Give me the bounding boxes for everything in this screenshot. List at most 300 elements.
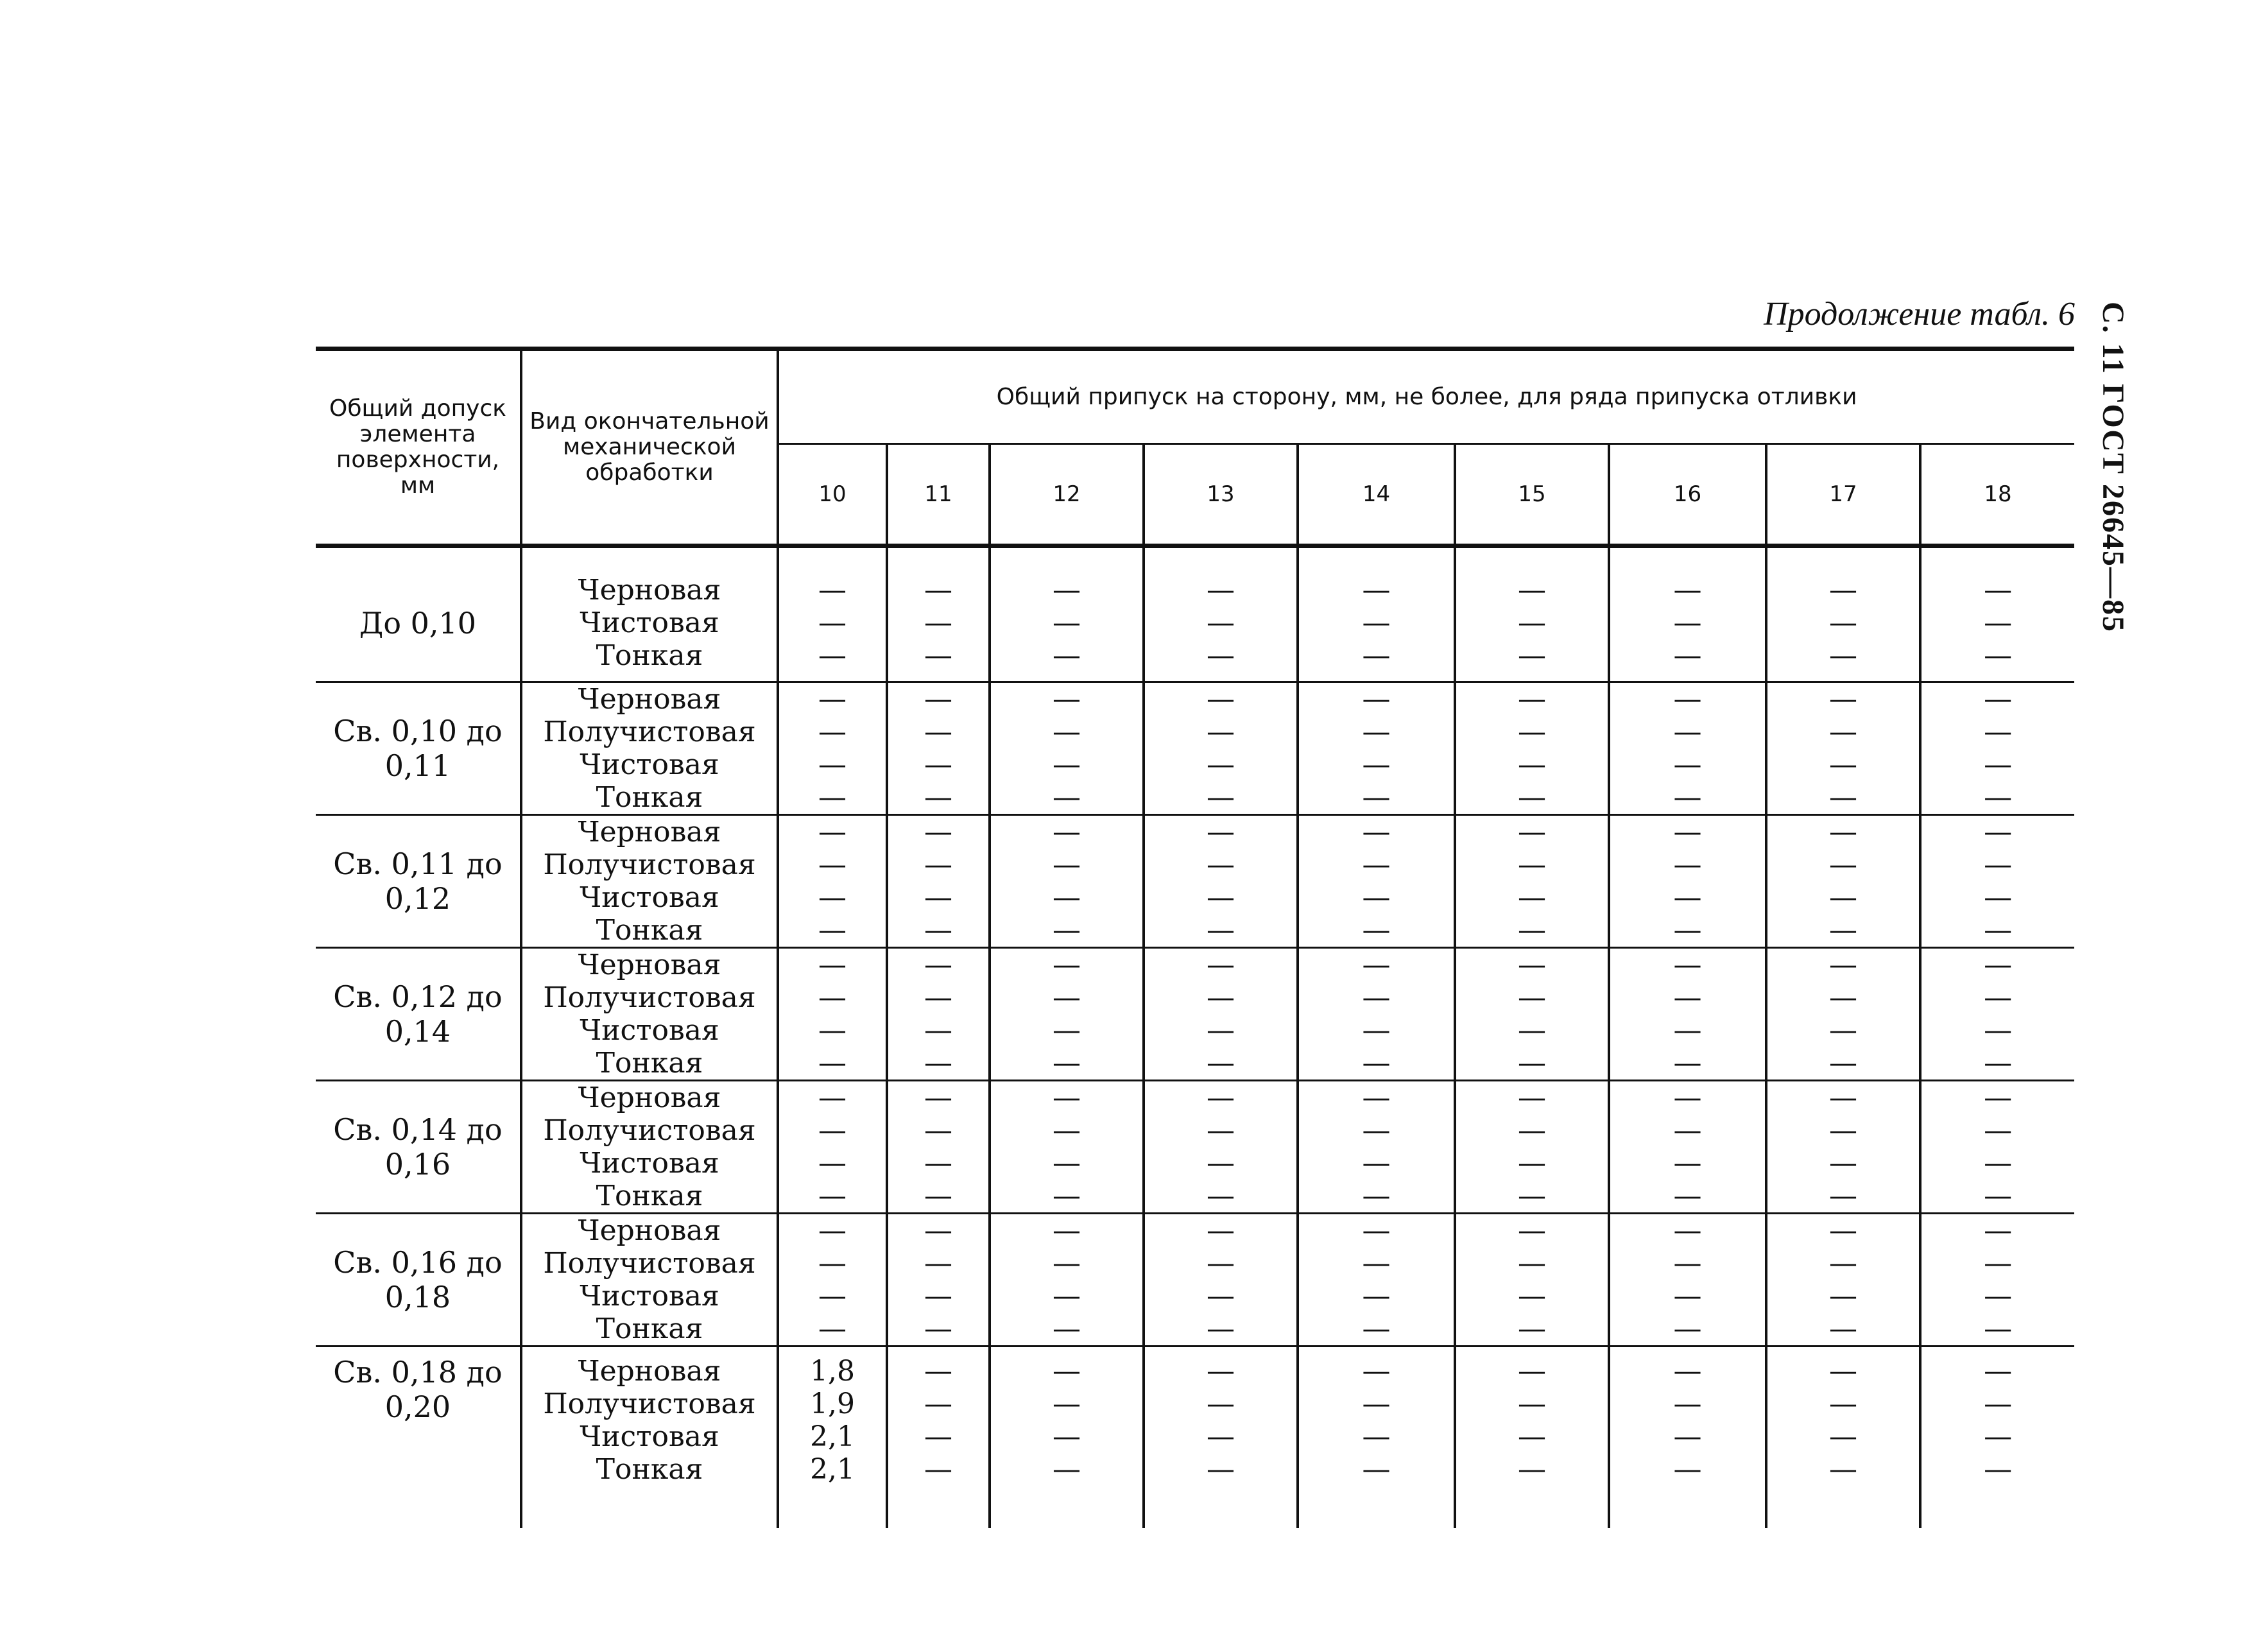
machining-type-cell [521, 815, 778, 948]
allowance-value: — [1053, 881, 1081, 914]
allowance-value: — [1053, 1247, 1081, 1280]
table-row [316, 1214, 2074, 1347]
allowance-value: — [1053, 574, 1081, 607]
allowance-cell [887, 1347, 990, 1529]
column-header-row-16: 16 [1609, 444, 1766, 546]
allowance-value: — [1673, 1280, 1702, 1312]
allowance-value: — [924, 1214, 952, 1247]
allowance-value: — [1053, 949, 1081, 981]
machining-type-label: Чистовая [580, 1280, 719, 1312]
allowance-value: — [924, 1280, 952, 1312]
allowance-value: — [1673, 848, 1702, 881]
allowance-value: — [1984, 1180, 2013, 1212]
allowance-value: — [1984, 683, 2013, 716]
allowance-value: — [1053, 1453, 1081, 1486]
allowance-value: — [924, 914, 952, 947]
machining-type-label: Чистовая [580, 1147, 719, 1180]
allowance-cell [778, 815, 887, 948]
allowance-value: — [1518, 716, 1546, 748]
machining-type-label: Тонкая [596, 1453, 703, 1486]
allowance-cell [1144, 546, 1298, 682]
allowance-value: — [818, 1114, 847, 1147]
allowance-value: — [1362, 1247, 1391, 1280]
allowance-value: — [1829, 949, 1857, 981]
allowance-value: — [1673, 683, 1702, 716]
allowance-value: — [1207, 981, 1235, 1014]
machining-type-cell [521, 1081, 778, 1214]
allowance-value: 1,8 [810, 1355, 855, 1388]
allowance-cell [1766, 1214, 1920, 1347]
allowance-cell [1298, 1081, 1455, 1214]
column-header-row-10: 10 [778, 444, 887, 546]
allowance-cell [1455, 1347, 1609, 1529]
allowance-value: — [1362, 1312, 1391, 1345]
allowance-value: — [1829, 1047, 1857, 1080]
allowance-value: — [1673, 1420, 1702, 1453]
allowance-value: — [818, 1014, 847, 1047]
allowance-value: — [1053, 683, 1081, 716]
allowance-value: — [1829, 848, 1857, 881]
allowance-value: — [818, 914, 847, 947]
allowance-cell [1766, 948, 1920, 1081]
allowance-value: — [1829, 716, 1857, 748]
allowance-value: — [1829, 1081, 1857, 1114]
allowance-value: — [1362, 781, 1391, 814]
allowance-value: — [1053, 1388, 1081, 1420]
allowance-value: — [1362, 574, 1391, 607]
allowance-value: — [1053, 816, 1081, 848]
allowance-value: — [1053, 1147, 1081, 1180]
allowance-value: — [1518, 1214, 1546, 1247]
allowance-value: — [1673, 1355, 1702, 1388]
machining-type-cell [521, 682, 778, 815]
allowance-value: — [924, 1247, 952, 1280]
allowance-value: — [1829, 1014, 1857, 1047]
allowance-value: 2,1 [810, 1453, 855, 1486]
allowance-value: — [1984, 816, 2013, 848]
allowance-value: — [1673, 748, 1702, 781]
allowance-value: — [1673, 1114, 1702, 1147]
allowance-cell [1298, 1214, 1455, 1347]
allowance-value: — [1207, 949, 1235, 981]
allowance-value: — [818, 816, 847, 848]
column-header-machining-type: Вид окончательной механической обработки [521, 349, 778, 546]
allowance-cell [1609, 1347, 1766, 1529]
allowance-value: — [1829, 748, 1857, 781]
allowance-value: — [818, 949, 847, 981]
allowance-cell [1766, 682, 1920, 815]
allowance-cell [1609, 1081, 1766, 1214]
allowance-value: — [924, 1014, 952, 1047]
allowance-value: — [1362, 716, 1391, 748]
allowance-cell [1609, 546, 1766, 682]
allowance-value: — [1207, 1453, 1235, 1486]
allowance-value: — [1829, 781, 1857, 814]
allowance-value: — [1362, 949, 1391, 981]
allowance-value: — [1207, 1312, 1235, 1345]
allowance-cell [778, 546, 887, 682]
allowance-value: — [1207, 1180, 1235, 1212]
allowance-value: — [1673, 1014, 1702, 1047]
allowance-cell [1455, 1081, 1609, 1214]
table-continuation-caption: Продолжение табл. 6 [1764, 296, 2075, 332]
allowance-value: — [1518, 816, 1546, 848]
allowance-value: — [1984, 1280, 2013, 1312]
allowance-cell [1920, 682, 2074, 815]
allowance-value: — [1362, 607, 1391, 639]
allowance-cell [778, 948, 887, 1081]
allowance-value: — [1207, 1047, 1235, 1080]
allowance-value: — [1829, 981, 1857, 1014]
allowance-value: — [1053, 1312, 1081, 1345]
allowance-cell [1455, 682, 1609, 815]
allowance-value: — [1518, 848, 1546, 881]
allowance-value: — [1362, 1355, 1391, 1388]
allowance-value: — [1053, 716, 1081, 748]
allowance-cell [887, 682, 990, 815]
machining-type-cell [521, 546, 778, 682]
allowance-value: — [1053, 1420, 1081, 1453]
allowance-value: — [924, 574, 952, 607]
allowance-cell [1920, 1214, 2074, 1347]
allowance-value: — [1362, 1388, 1391, 1420]
allowance-value: — [1518, 1047, 1546, 1080]
tolerance-cell: Св. 0,11 до 0,12 [316, 815, 521, 948]
allowance-cell [1766, 1081, 1920, 1214]
allowance-cell [1144, 682, 1298, 815]
allowance-value: — [1207, 1214, 1235, 1247]
machining-type-label: Черновая [578, 683, 721, 716]
allowance-value: — [1673, 1312, 1702, 1345]
allowance-value: — [1829, 1453, 1857, 1486]
allowance-cell [990, 682, 1144, 815]
allowance-value: — [818, 1047, 847, 1080]
allowance-value: — [924, 1047, 952, 1080]
allowance-value: — [1673, 1147, 1702, 1180]
allowance-value: — [818, 1180, 847, 1212]
allowance-value: — [1984, 781, 2013, 814]
machining-type-label: Черновая [578, 1214, 721, 1247]
allowance-value: — [1207, 1081, 1235, 1114]
allowance-value: — [1053, 781, 1081, 814]
allowance-value: — [1673, 1047, 1702, 1080]
allowance-value: — [1362, 1147, 1391, 1180]
machining-type-label: Тонкая [596, 1180, 703, 1212]
allowance-value: — [1984, 1214, 2013, 1247]
allowance-value: — [818, 848, 847, 881]
table-row [316, 1081, 2074, 1214]
allowance-value: — [1673, 574, 1702, 607]
allowance-value: — [1984, 1114, 2013, 1147]
allowance-value: — [1829, 1280, 1857, 1312]
allowance-value: — [818, 1214, 847, 1247]
allowance-cell [1144, 1081, 1298, 1214]
allowance-value: — [1829, 914, 1857, 947]
allowance-value: — [1673, 1453, 1702, 1486]
allowance-value: — [924, 607, 952, 639]
allowance-value: — [1362, 639, 1391, 672]
column-header-row-12: 12 [990, 444, 1144, 546]
allowance-value: — [924, 1312, 952, 1345]
allowance-value: — [1362, 1180, 1391, 1212]
allowance-cell [1298, 546, 1455, 682]
allowance-cell [1766, 1347, 1920, 1529]
allowance-value: — [1673, 981, 1702, 1014]
allowance-value: — [1362, 1114, 1391, 1147]
table-row [316, 546, 2074, 682]
allowance-value: — [1362, 1014, 1391, 1047]
allowance-cell [1766, 546, 1920, 682]
allowance-value: — [1673, 1081, 1702, 1114]
tolerance-cell: До 0,10 [316, 546, 521, 682]
allowance-value: — [1829, 1388, 1857, 1420]
allowance-value: — [1518, 574, 1546, 607]
machining-type-label: Черновая [578, 1081, 721, 1114]
allowance-value: — [924, 748, 952, 781]
allowance-value: — [1518, 914, 1546, 947]
allowance-cell [990, 948, 1144, 1081]
allowance-cell [1920, 546, 2074, 682]
machining-type-label: Тонкая [596, 1047, 703, 1080]
allowance-value: — [1829, 574, 1857, 607]
allowance-value: — [1053, 1180, 1081, 1212]
allowance-value: — [924, 1420, 952, 1453]
allowance-cell [1920, 815, 2074, 948]
allowance-value: — [1053, 848, 1081, 881]
allowance-value: — [1518, 881, 1546, 914]
allowance-value: — [818, 607, 847, 639]
allowance-value: — [1518, 748, 1546, 781]
allowance-value: — [818, 1247, 847, 1280]
allowance-value: — [1518, 683, 1546, 716]
allowance-cell [1609, 682, 1766, 815]
allowance-cell [1609, 948, 1766, 1081]
machining-type-label: Чистовая [580, 1014, 719, 1047]
allowance-value: — [1829, 607, 1857, 639]
allowance-value: — [924, 1114, 952, 1147]
allowance-value: — [1207, 683, 1235, 716]
allowance-cell [1144, 815, 1298, 948]
tolerance-cell: Св. 0,18 до 0,20 [316, 1347, 521, 1529]
allowance-value: — [1053, 1014, 1081, 1047]
allowance-value: — [1673, 716, 1702, 748]
allowance-value: — [1673, 1247, 1702, 1280]
allowance-value: — [1984, 1312, 2013, 1345]
allowance-value: — [818, 639, 847, 672]
allowance-cell [990, 1214, 1144, 1347]
allowance-cell [1455, 948, 1609, 1081]
allowance-value: — [1207, 1147, 1235, 1180]
allowance-cell [1298, 948, 1455, 1081]
allowance-cell [887, 1214, 990, 1347]
allowance-value: 1,9 [810, 1388, 855, 1420]
allowance-value: — [1829, 1180, 1857, 1212]
allowance-value: — [1829, 683, 1857, 716]
allowance-value: — [1362, 1420, 1391, 1453]
allowance-value: — [1362, 981, 1391, 1014]
allowance-value: — [1207, 914, 1235, 947]
allowance-value: — [1207, 1355, 1235, 1388]
allowance-value: — [924, 1453, 952, 1486]
column-header-row-18: 18 [1920, 444, 2074, 546]
allowance-value: — [1207, 1420, 1235, 1453]
allowance-value: — [1518, 1280, 1546, 1312]
allowance-value: — [1984, 1047, 2013, 1080]
allowance-value: — [924, 949, 952, 981]
allowance-value: — [1829, 1214, 1857, 1247]
allowance-value: — [1673, 881, 1702, 914]
allowance-value: — [818, 981, 847, 1014]
allowance-value: — [1053, 1214, 1081, 1247]
allowance-value: — [1207, 1114, 1235, 1147]
allowance-value: — [924, 639, 952, 672]
allowance-value: — [1362, 1081, 1391, 1114]
allowance-value: — [1518, 949, 1546, 981]
allowance-value: — [924, 1180, 952, 1212]
allowance-value: — [1829, 1147, 1857, 1180]
allowance-cell [1298, 682, 1455, 815]
allowance-value: — [818, 781, 847, 814]
allowance-value: — [1829, 639, 1857, 672]
machining-type-label: Получистовая [543, 1388, 756, 1420]
allowance-value: — [1984, 716, 2013, 748]
allowance-value: — [1984, 1355, 2013, 1388]
machining-type-label: Черновая [578, 1355, 721, 1388]
table-body [316, 546, 2074, 1529]
allowance-value: — [1207, 1247, 1235, 1280]
allowance-value: — [818, 881, 847, 914]
allowance-value: — [1984, 1081, 2013, 1114]
allowance-value: — [1673, 1180, 1702, 1212]
allowance-value: — [1984, 1247, 2013, 1280]
allowance-value: — [1518, 981, 1546, 1014]
allowance-value: — [1362, 1047, 1391, 1080]
tolerance-cell: Св. 0,14 до 0,16 [316, 1081, 521, 1214]
allowance-cell [990, 815, 1144, 948]
allowance-value: — [1518, 1014, 1546, 1047]
machining-type-label: Тонкая [596, 639, 703, 672]
allowance-cell [887, 948, 990, 1081]
table-header [316, 349, 2074, 546]
allowance-value: — [1984, 1147, 2013, 1180]
tolerance-cell: Св. 0,12 до 0,14 [316, 948, 521, 1081]
allowance-value: — [1829, 1114, 1857, 1147]
allowance-value: — [924, 1081, 952, 1114]
allowance-value: — [1984, 639, 2013, 672]
allowance-value: — [1362, 881, 1391, 914]
allowance-value: — [818, 1312, 847, 1345]
allowance-cell [778, 1347, 887, 1529]
allowance-value: — [924, 781, 952, 814]
allowance-value: — [1518, 1355, 1546, 1388]
machining-type-cell [521, 1347, 778, 1529]
allowance-value: — [1673, 1388, 1702, 1420]
allowance-value: — [1053, 981, 1081, 1014]
allowance-value: — [1984, 574, 2013, 607]
allowance-value: — [1207, 1280, 1235, 1312]
allowance-value: — [924, 683, 952, 716]
table-row [316, 682, 2074, 815]
machining-type-cell [521, 1214, 778, 1347]
allowance-value: — [924, 1147, 952, 1180]
allowance-value: — [1207, 1014, 1235, 1047]
allowance-value: — [818, 574, 847, 607]
allowance-value: — [1362, 1453, 1391, 1486]
allowance-value: — [1362, 1280, 1391, 1312]
allowance-value: — [1984, 1014, 2013, 1047]
allowance-value: — [818, 1081, 847, 1114]
machining-type-label: Чистовая [580, 1420, 719, 1453]
allowance-value: — [1829, 1312, 1857, 1345]
column-header-row-17: 17 [1766, 444, 1920, 546]
allowance-value: — [1053, 607, 1081, 639]
allowance-value: — [924, 1355, 952, 1388]
allowance-value: — [924, 716, 952, 748]
allowance-value: — [1518, 639, 1546, 672]
allowance-value: — [1207, 607, 1235, 639]
allowance-value: — [1984, 981, 2013, 1014]
allowance-value: — [1673, 607, 1702, 639]
column-header-row-14: 14 [1298, 444, 1455, 546]
allowance-value: — [1673, 639, 1702, 672]
allowance-value: — [924, 881, 952, 914]
allowance-cell [1144, 1347, 1298, 1529]
allowance-table [316, 347, 2074, 1528]
allowance-value: — [1673, 1214, 1702, 1247]
page-header-gost: С. 11 ГОСТ 26645—85 [2096, 302, 2130, 633]
machining-type-label: Черновая [578, 949, 721, 981]
allowance-value: — [1207, 716, 1235, 748]
allowance-value: — [818, 1147, 847, 1180]
allowance-cell [1609, 1214, 1766, 1347]
machining-type-label: Получистовая [543, 1247, 756, 1280]
allowance-value: — [1053, 1355, 1081, 1388]
allowance-value: — [1518, 1420, 1546, 1453]
allowance-cell [778, 682, 887, 815]
allowance-cell [1455, 1214, 1609, 1347]
allowance-cell [887, 815, 990, 948]
allowance-cell [1144, 948, 1298, 1081]
allowance-value: — [1207, 881, 1235, 914]
allowance-value: — [1053, 1280, 1081, 1312]
allowance-value: — [1053, 914, 1081, 947]
machining-type-label: Чистовая [580, 607, 719, 639]
column-header-row-15: 15 [1455, 444, 1609, 546]
allowance-value: — [1518, 1247, 1546, 1280]
allowance-value: — [1984, 607, 2013, 639]
allowance-value: — [1362, 816, 1391, 848]
column-header-row-13: 13 [1144, 444, 1298, 546]
allowance-value: — [1829, 1355, 1857, 1388]
allowance-cell [887, 546, 990, 682]
allowance-value: — [1053, 1047, 1081, 1080]
machining-type-label: Черновая [578, 816, 721, 848]
allowance-value: — [1053, 1081, 1081, 1114]
machining-type-label: Чистовая [580, 748, 719, 781]
column-header-row-11: 11 [887, 444, 990, 546]
allowance-value: — [1673, 949, 1702, 981]
allowance-value: — [924, 981, 952, 1014]
table-row [316, 815, 2074, 948]
allowance-value: — [1518, 607, 1546, 639]
allowance-value: — [1053, 1114, 1081, 1147]
allowance-value: — [1518, 1388, 1546, 1420]
allowance-value: — [1207, 848, 1235, 881]
allowance-value: — [1207, 639, 1235, 672]
allowance-value: — [1518, 1147, 1546, 1180]
allowance-value: — [1829, 816, 1857, 848]
allowance-value: — [1053, 639, 1081, 672]
